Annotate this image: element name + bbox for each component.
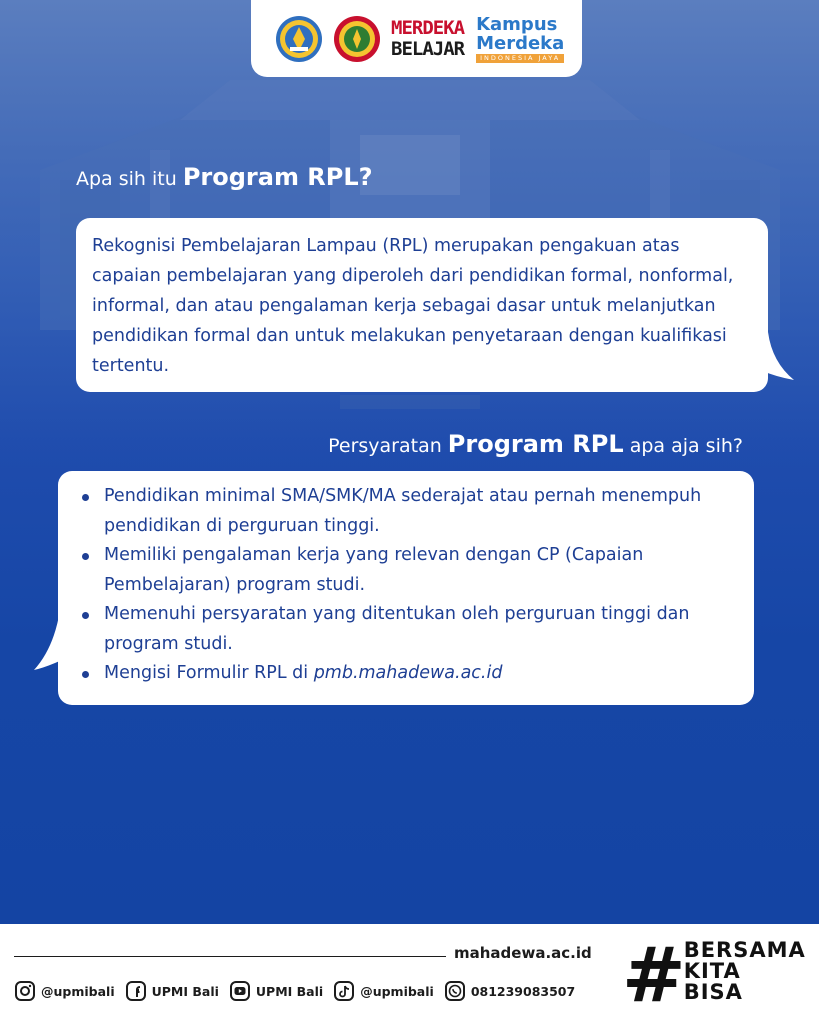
merdeka-line: MERDEKA: [391, 16, 465, 39]
facebook-handle: UPMI Bali: [151, 983, 219, 999]
list-item: [80, 659, 742, 689]
facebook-link[interactable]: [125, 980, 219, 1002]
footer: [0, 924, 819, 1024]
hashtag-words: [684, 940, 806, 1003]
section1-heading-bold: Program RPL?: [182, 163, 373, 191]
tiktok-icon: [333, 980, 355, 1002]
youtube-icon: [229, 980, 251, 1002]
tiktok-handle: @upmibali: [360, 983, 434, 999]
whatsapp-link[interactable]: [444, 980, 575, 1002]
section2-heading-prefix: Persyaratan: [328, 435, 448, 457]
section1-heading: [76, 163, 373, 191]
kampus-merdeka-logo: [476, 15, 564, 63]
youtube-link[interactable]: [229, 980, 323, 1002]
whatsapp-number: 081239083507: [470, 983, 576, 999]
requirement-text: Pendidikan minimal SMA/SMK/MA sederajat atau pernah menempuh pendidikan di perguruan tinggi.: [104, 486, 702, 536]
requirement-text: Memiliki pengalaman kerja yang relevan dengan CP (Capaian Pembelajaran) program studi.: [104, 545, 644, 595]
section1-heading-prefix: Apa sih itu: [76, 168, 183, 190]
facebook-icon: [125, 980, 147, 1002]
instagram-icon: [14, 980, 36, 1002]
section2-heading-suffix: apa aja sih?: [623, 435, 743, 457]
hashtag-icon: #: [622, 930, 686, 1019]
bullet-icon: [82, 494, 89, 501]
instagram-link[interactable]: [14, 980, 115, 1002]
requirement-text: Mengisi Formulir RPL di: [104, 663, 314, 683]
social-links: [14, 980, 575, 1002]
kampus-tagline: INDONESIA JAYA: [476, 54, 564, 63]
merdeka-line-2: Merdeka: [476, 32, 565, 54]
list-item: [80, 482, 742, 541]
hashtag-line-3: BISA: [683, 980, 743, 1004]
requirement-text: Memenuhi persyaratan yang ditentukan oleh perguruan tinggi dan program studi.: [104, 604, 690, 654]
bullet-icon: [82, 612, 89, 619]
hashtag-line-2: KITA: [683, 959, 741, 983]
tiktok-link[interactable]: [333, 980, 434, 1002]
rpl-definition-bubble: [76, 218, 768, 392]
university-seal-logo: [331, 13, 383, 65]
list-item: [80, 600, 742, 659]
instagram-handle: @upmibali: [41, 983, 115, 999]
hashtag-logo: [622, 930, 806, 1019]
tut-wuri-handayani-logo: [273, 13, 325, 65]
rpl-definition-text: Rekognisi Pembelajaran Lampau (RPL) merupakan pengakuan atas capaian pembelajaran yang diperoleh dari pendidikan formal, nonformal, informal, dan atau pengalaman kerja sebagai dasar untuk melanjutkan pendidikan formal dan untuk melakukan penyetaraan dengan kualifikasi tertentu.: [92, 236, 734, 376]
belajar-line: BELAJAR: [391, 37, 465, 60]
section2-heading-bold: Program RPL: [447, 430, 624, 458]
youtube-handle: UPMI Bali: [255, 983, 324, 999]
section2-heading: [328, 430, 743, 458]
hashtag-line-1: BERSAMA: [683, 938, 806, 962]
merdeka-belajar-logo: [391, 18, 464, 60]
footer-divider: [14, 956, 446, 957]
list-item: [80, 541, 742, 600]
kampus-line: Kampus: [476, 13, 558, 35]
whatsapp-icon: [444, 980, 466, 1002]
bullet-icon: [82, 671, 89, 678]
pmb-link[interactable]: pmb.mahadewa.ac.id: [313, 663, 503, 683]
bullet-icon: [82, 553, 89, 560]
logo-header: [251, 0, 582, 77]
requirements-bubble: [58, 471, 754, 705]
requirements-list: [80, 482, 742, 689]
website-link[interactable]: mahadewa.ac.id: [454, 944, 592, 962]
